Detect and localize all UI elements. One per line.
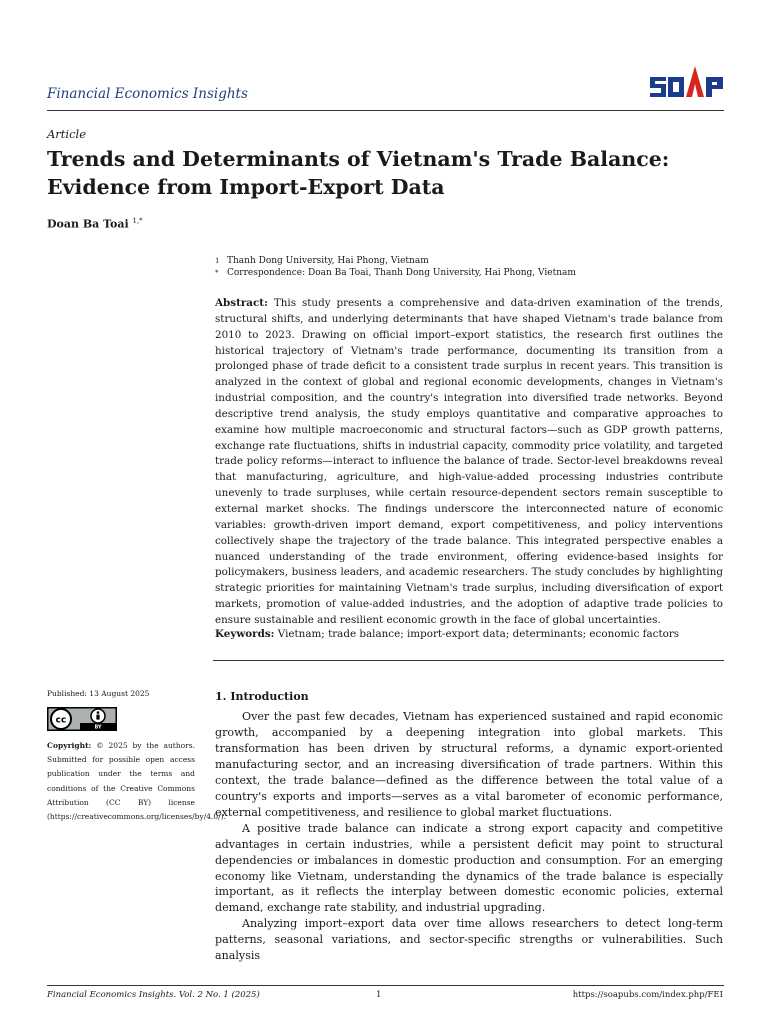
correspondence-text: Correspondence: Doan Ba Toai, Thanh Dong University, Hai Phong, Vietnam [227,268,576,278]
affiliation-correspondence [215,267,576,279]
footer-divider [47,985,724,986]
copyright-text: © 2025 by the authors. Submitted for possible open access publication under the terms and conditions of the Creative Commons Attribution (CC BY) license (https://creativecommons.org/licenses/by/4.0/). [47,741,227,822]
page-number: 1 [376,990,382,1000]
author-line [47,217,143,231]
affiliation-text: Thanh Dong University, Hai Phong, Vietnam [227,256,429,266]
copyright-notice [47,739,227,824]
abstract-text: This study presents a comprehensive and data-driven examination of the trends, structural shifts, and underlying determinants that have shaped Vietnam's trade balance from 2010 to 2023. Drawing on official import–export statistics, the research first outlines the historical trajectory of Vietnam's trade performance, documenting its transition from a prolonged phase of trade deficit to a consistent trade surplus in recent years. This transition is analyzed in the context of global and regional economic developments, changes in Vietnam's industrial composition, and the country's integration into diversified trade networks. Beyond descriptive trend analysis, the study employs quantitative and comparative approaches to examine how multiple macroeconomic and structural factors—such as GDP growth patterns, exchange rate fluctuations, shifts in industrial capacity, commodity price volatility, and targeted trade policy reforms—interact to influence the balance of trade. Sector-level breakdowns reveal that manufacturing, agriculture, and high-value-added processing industries contribute unevenly to trade surpluses, while certain resource-dependent sectors remain susceptible to external market shocks. The findings underscore the interconnected nature of economic variables: growth-driven import demand, export competitiveness, and policy interventions collectively shape the trajectory of the trade balance. This integrated perspective enables a nuanced understanding of the trade environment, offering evidence-based insights for policymakers, business leaders, and academic researchers. The study concludes by highlighting strategic priorities for maintaining Vietnam's trade surplus, including diversification of export markets, promotion of value-added industries, and the adoption of adaptive trade policies to ensure sustainable and resilient economic growth in the face of global uncertainties. [215,297,723,626]
author-name: Doan Ba Toai [47,217,129,231]
affiliation-mark: * [215,269,219,277]
affiliation-1 [215,255,429,267]
header-divider [47,110,724,111]
introduction-body [215,709,723,964]
published-date: Published: 13 August 2025 [47,689,150,698]
paragraph: A positive trade balance can indicate a strong export capacity and competitive advantages in certain industries, while a persistent deficit may point to structural dependencies or imbalances in domestic production and consumption. For an emerging economy like Vietnam, understanding the dynamics of the trade balance is especially important, as it reflects the interplay between domestic economic policies, external demand, exchange rate stability, and industrial upgrading. [215,821,723,915]
svg-text:cc: cc [55,715,67,726]
abstract-divider [213,660,724,661]
keywords [215,628,723,640]
keywords-text: Vietnam; trade balance; import-export data; determinants; economic factors [277,628,680,640]
svg-text:BY: BY [94,725,102,731]
publisher-logo[interactable] [650,64,724,100]
section-heading: 1. Introduction [215,690,309,703]
logo-mark [650,66,723,97]
article-title: Trends and Determinants of Vietnam's Trade Balance: Evidence from Import-Export Data [47,147,670,199]
journal-name: Financial Economics Insights [47,86,248,102]
affiliation-mark: 1 [215,257,220,265]
paragraph: Analyzing import–export data over time allows researchers to detect long-term patterns, seasonal variations, and sector-specific strengths or vulnerabilities. Such analysis [215,917,723,963]
article-type: Article [47,127,87,141]
cc-by-license-badge[interactable] [47,707,117,731]
abstract [215,296,723,629]
copyright-label: Copyright: [47,741,92,750]
footer-citation: Financial Economics Insights. Vol. 2 No. 1 (2025) [47,990,260,1000]
paragraph: Over the past few decades, Vietnam has experienced sustained and rapid economic growth, accompanied by a deepening integration into global markets. This transformation has been driven by structural reforms, a dynamic export-oriented manufacturing sector, and an increasing diversification of trade partners. Within this context, the trade balance—defined as the difference between the total value of a country's exports and imports—serves as a vital barometer of economic performance, external competitiveness, and resilience to global market fluctuations. [215,710,723,819]
keywords-label: Keywords: [215,628,275,640]
abstract-label: Abstract: [215,297,268,309]
author-marks: 1,* [132,217,143,225]
footer-url-link[interactable]: https://soapubs.com/index.php/FEI [572,990,723,1000]
